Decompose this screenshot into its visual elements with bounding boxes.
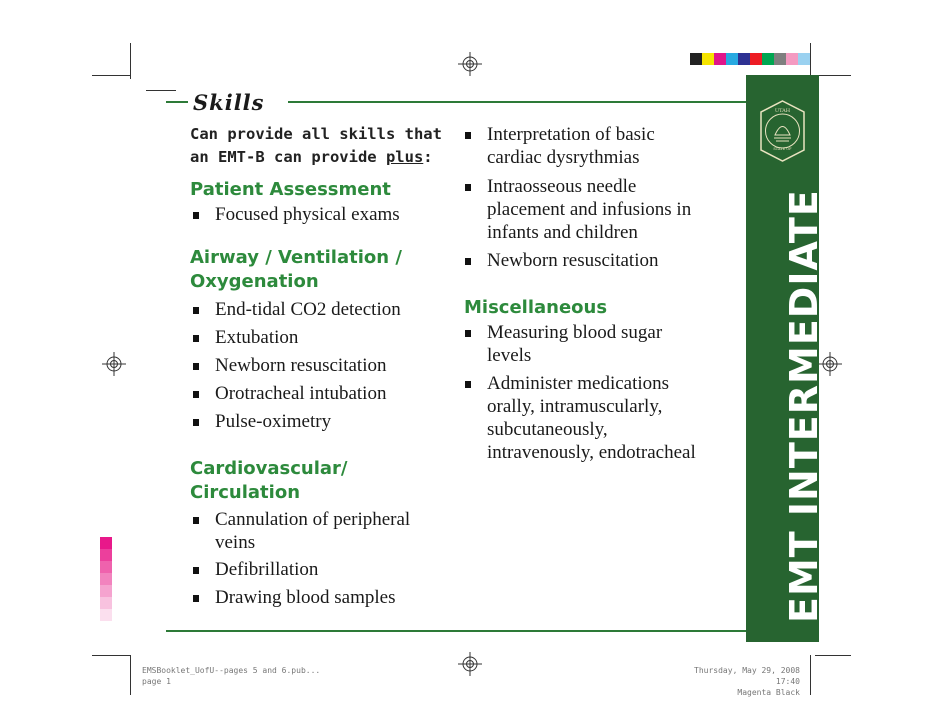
list-item-text: Newborn resuscitation (215, 355, 387, 376)
crop-mark (130, 655, 131, 695)
registration-mark-icon (102, 352, 126, 376)
section-heading-misc: Miscellaneous (464, 297, 608, 318)
print-slug-right (690, 665, 800, 698)
bullet-icon (193, 307, 199, 314)
sidebar-title: EMT INTERMEDIATE (782, 189, 826, 623)
intro-line-1: Can provide all skills that (190, 125, 442, 143)
line-1: Administer medications (487, 373, 670, 394)
line-4: intravenously, endotracheal (487, 442, 696, 463)
header-rule-left (166, 101, 188, 103)
bullet-icon (193, 517, 199, 524)
seal-text-top: UTAH (774, 108, 791, 114)
crop-mark (92, 655, 130, 656)
bullet-icon (193, 391, 199, 398)
tint-swatch (100, 585, 112, 597)
list-item-text: Orotracheal intubation (215, 383, 387, 404)
heading-line-1: Cardiovascular/ (190, 458, 348, 479)
color-swatch (726, 53, 738, 65)
registration-mark-icon (458, 652, 482, 676)
section-heading-patient-assessment: Patient Assessment (190, 179, 391, 200)
line-2: veins (215, 532, 256, 553)
list-item (193, 586, 395, 609)
list-item-text: End-tidal CO2 detection (215, 299, 401, 320)
list-item (193, 558, 318, 581)
color-swatch (690, 53, 702, 65)
utah-seal-icon (760, 100, 805, 162)
list-item-text: Extubation (215, 327, 299, 348)
page-title: Skills (193, 90, 265, 115)
color-swatch (786, 53, 798, 65)
section-heading-airway (190, 246, 402, 294)
bullet-icon (465, 184, 471, 191)
bullet-icon (193, 595, 199, 602)
slug-plate: Magenta Black (737, 688, 800, 697)
header-rule-right (288, 101, 746, 103)
sidebar-banner (746, 75, 826, 642)
color-swatch (738, 53, 750, 65)
bullet-icon (465, 258, 471, 265)
slug-date: Thursday, May 29, 2008 17:40 (694, 666, 800, 686)
tint-swatch (100, 573, 112, 585)
list-item-text: Drawing blood samples (215, 587, 396, 608)
list-item (465, 123, 655, 169)
list-item-text: Focused physical exams (215, 204, 400, 225)
line-2: orally, intramuscularly, (487, 396, 663, 417)
intro-line-2 (190, 146, 442, 169)
line-1: Measuring blood sugar (487, 322, 663, 343)
color-swatch (702, 53, 714, 65)
footer-rule (166, 630, 746, 632)
list-item (193, 326, 298, 349)
color-swatch (714, 53, 726, 65)
list-item (465, 321, 662, 367)
tint-swatch (100, 597, 112, 609)
list-item (465, 249, 658, 272)
list-item-text (465, 321, 662, 367)
registration-mark-icon (458, 52, 482, 76)
line-2: placement and infusions in (487, 199, 692, 220)
bullet-icon (465, 132, 471, 139)
list-item-text: Defibrillation (215, 559, 319, 580)
crop-mark (146, 90, 176, 91)
tint-swatch (100, 561, 112, 573)
bullet-icon (193, 335, 199, 342)
crop-mark (810, 43, 811, 79)
bullet-icon (465, 330, 471, 337)
tint-swatch (100, 537, 112, 549)
bullet-icon (465, 381, 471, 388)
crop-mark (810, 655, 811, 695)
list-item (193, 410, 331, 433)
color-calibration-bar (690, 53, 810, 65)
line-3: subcutaneously, (487, 419, 608, 440)
tint-bar (100, 537, 112, 621)
list-item (193, 203, 400, 226)
section-heading-cardio (190, 457, 348, 505)
intro-emphasis: plus (385, 148, 424, 166)
crop-mark (130, 43, 131, 79)
list-item-text (465, 123, 655, 169)
list-item (193, 508, 410, 554)
heading-line-1: Airway / Ventilation / (190, 247, 402, 268)
intro-suffix: : (423, 148, 433, 166)
crop-mark (92, 75, 130, 76)
intro-prefix: an EMT-B can provide (190, 148, 386, 166)
list-item (465, 175, 691, 244)
heading-line-2: Circulation (190, 482, 301, 503)
list-item (193, 354, 386, 377)
line-2: levels (487, 345, 532, 366)
color-swatch (762, 53, 774, 65)
list-item (193, 382, 386, 405)
color-swatch (750, 53, 762, 65)
seal-text-mid: STATE OF (773, 147, 792, 151)
tint-swatch (100, 609, 112, 621)
line-3: infants and children (487, 222, 638, 243)
tint-swatch (100, 549, 112, 561)
bullet-icon (193, 363, 199, 370)
list-item (465, 372, 696, 464)
bullet-icon (193, 212, 199, 219)
list-item (193, 298, 401, 321)
crop-mark (815, 75, 851, 76)
list-item-text: Newborn resuscitation (487, 250, 659, 271)
slug-filename: EMSBooklet_UofU--pages 5 and 6.pub... (142, 666, 321, 675)
list-item-text (465, 372, 696, 464)
heading-line-2: Oxygenation (190, 271, 319, 292)
line-1: Interpretation of basic (487, 124, 655, 145)
list-item-text: Pulse-oximetry (215, 411, 332, 432)
color-swatch (774, 53, 786, 65)
bullet-icon (193, 567, 199, 574)
line-1: Cannulation of peripheral (215, 509, 411, 530)
line-1: Intraosseous needle (487, 176, 637, 197)
list-item-text (193, 508, 410, 554)
print-slug-left (142, 665, 320, 687)
line-2: cardiac dysrythmias (487, 147, 640, 168)
list-item-text (465, 175, 691, 244)
color-swatch (798, 53, 810, 65)
slug-page: page 1 (142, 677, 171, 686)
crop-mark (815, 655, 851, 656)
intro-text (190, 123, 442, 169)
bullet-icon (193, 419, 199, 426)
